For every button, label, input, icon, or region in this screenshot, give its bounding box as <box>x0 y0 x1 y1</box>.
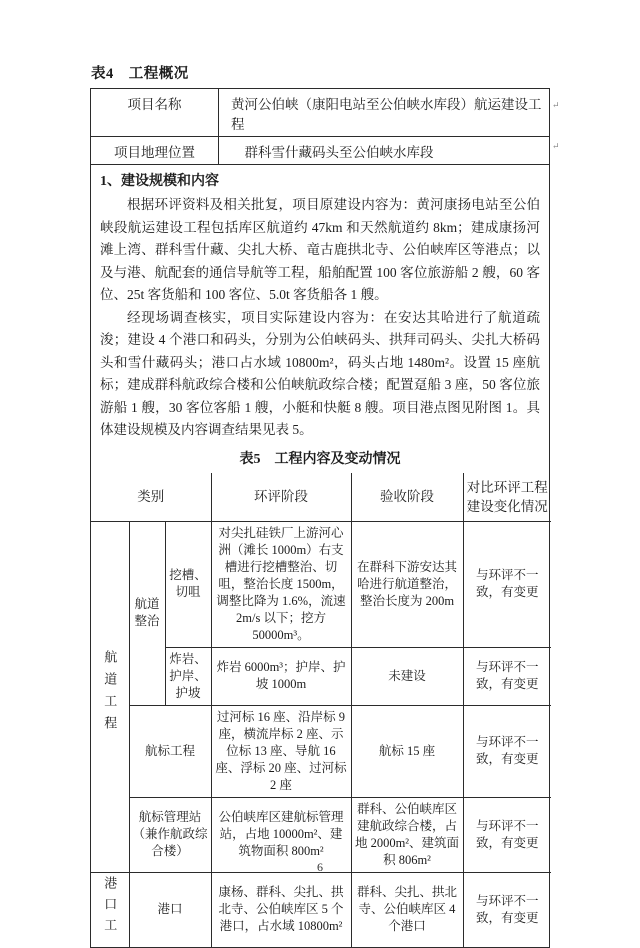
field-value-project-location: 群科雪什藏码头至公伯峡水库段 <box>231 145 434 160</box>
cell-acceptance-blasting-revetment: 未建设 <box>351 647 463 705</box>
field-value-project-name: 黄河公伯峡（康阳电站至公伯峡水库段）航运建设工程 <box>231 97 542 132</box>
cell-eia-ports: 康杨、群科、尖扎、拱北寺、公伯峡库区 5 个港口，占水域 10800m² <box>211 872 351 947</box>
group-label-port-works-text: 港口工 <box>102 875 118 939</box>
table4-heading: 表4 工程概况 <box>91 66 189 82</box>
field-label-project-location: 项目地理位置 <box>91 137 219 164</box>
group-label-channel-works-text: 航道工程 <box>102 650 118 738</box>
outer-table <box>90 88 550 948</box>
cell-category-channel-regulation: 航道整治 <box>129 521 165 705</box>
column-header-acceptance-stage: 验收阶段 <box>351 473 463 522</box>
cell-eia-blasting-revetment: 炸岩 6000m³；护岸、护坡 1000m <box>211 647 351 705</box>
paragraph-original-construction: 根据环评资料及相关批复，项目原建设内容为：黄河康扬电站至公伯峡段航运建设工程包括库区航道约 47km 和天然航道约 8km；建成康扬河滩上湾、群科雪什藏、尖扎大桥、竜古鹿拱北寺、公伯峡库区等港点；以及与港、航配套的通信导航等工程，船舶配置 100 客位旅游船 2 艘，60 客位、25t 客货船和 100 客位、5.0t 客货船各 1 艘。 <box>100 197 540 302</box>
cell-category-ports: 港口 <box>129 872 211 947</box>
cell-eia-dredge-cut: 对尖扎硅铁厂上游河心洲（滩长 1000m）右支槽进行挖槽整治、切咀，整治长度 1500m，调整比降为 1.6%，流速 2m/s 以下；挖方 50000m³。 <box>211 521 351 647</box>
cell-comparison-blasting-revetment: 与环评不一致，有变更 <box>463 647 551 705</box>
section1-title: 1、建设规模和内容 <box>100 174 219 189</box>
table5-changes <box>91 473 551 947</box>
group-label-port-works <box>91 872 129 947</box>
table5-heading: 表5 工程内容及变动情况 <box>239 451 401 467</box>
page-number: 6 <box>317 860 323 874</box>
cell-comparison-ports: 与环评不一致，有变更 <box>463 872 551 947</box>
cell-comparison-mark-management-station: 与环评不一致，有变更 <box>463 797 551 872</box>
cell-comparison-dredge-cut: 与环评不一致，有变更 <box>463 521 551 647</box>
paragraph-actual-construction: 经现场调查核实，项目实际建设内容为：在安达其哈进行了航道疏浚；建设 4 个港口和码头，分别为公伯峡码头、拱拜司码头、尖扎大桥码头和雪什藏码头；港口占水域 10800m²，码头占地 1480m²。设置 15 座航标；建成群科航政综合楼和公伯峡航政综合楼；配置趸船 3 座，50 客位旅游船 1 艘，30 客位客船 1 艘，小艇和快艇 8 艘。项目港点图见附图 1。具体建设规模及内容调查结果见表 5。 <box>100 309 540 437</box>
field-row-project-location <box>91 137 549 165</box>
row-end-marker-icon: ↵ <box>552 100 560 110</box>
table5-header-row <box>91 473 551 522</box>
cell-subcategory-blasting-revetment: 炸岩、护岸、护坡 <box>165 647 211 705</box>
field-label-project-name: 项目名称 <box>91 89 219 136</box>
column-header-comparison: 对比环评工程建设变化情况 <box>463 473 551 522</box>
row-end-marker-icon: ↵ <box>552 141 560 151</box>
cell-category-mark-management-station: 航标管理站（兼作航政综合楼） <box>129 797 211 872</box>
column-header-category: 类别 <box>91 473 211 522</box>
table-row <box>91 872 551 947</box>
cell-eia-navigation-marks: 过河标 16 座、沿岸标 9 座，横流岸标 2 座、示位标 13 座、导航 16 座、浮标 20 座、过河标 2 座 <box>211 705 351 797</box>
column-header-eia-stage: 环评阶段 <box>211 473 351 522</box>
cell-acceptance-navigation-marks: 航标 15 座 <box>351 705 463 797</box>
field-row-project-name <box>91 89 549 137</box>
cell-comparison-navigation-marks: 与环评不一致，有变更 <box>463 705 551 797</box>
report-sheet <box>90 62 550 948</box>
table-row <box>91 521 551 647</box>
cell-eia-mark-management-station: 公伯峡库区建航标管理站，占地 10000m²、建筑物面积 800m² <box>211 797 351 872</box>
section-content-cell <box>91 165 549 473</box>
table-row <box>91 705 551 797</box>
cell-acceptance-ports: 群科、尖扎、拱北寺、公伯峡库区 4 个港口 <box>351 872 463 947</box>
group-label-channel-works <box>91 521 129 872</box>
cell-subcategory-dredge-cut: 挖槽、切咀 <box>165 521 211 647</box>
cell-acceptance-mark-management-station: 群科、公伯峡库区建航政综合楼，占地 2000m²、建筑面积 806m² <box>351 797 463 872</box>
cell-acceptance-dredge-cut: 在群科下游安达其哈进行航道整治，整治长度为 200m <box>351 521 463 647</box>
cell-category-navigation-marks: 航标工程 <box>129 705 211 797</box>
